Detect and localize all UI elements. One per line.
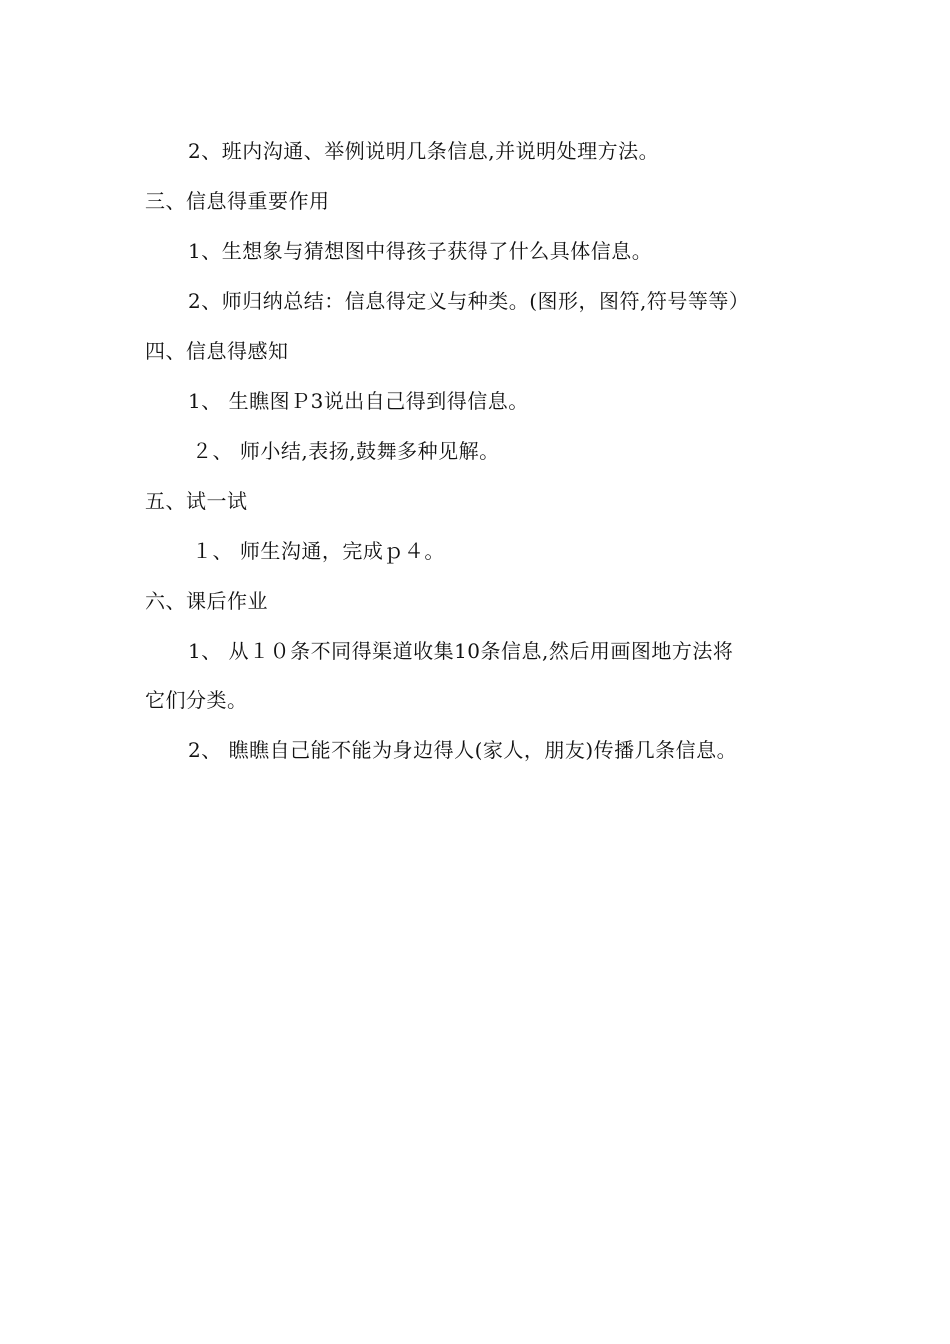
section-heading: 四、信息得感知: [145, 339, 289, 363]
section-heading: 三、信息得重要作用: [145, 189, 330, 213]
text-line: 1、生想象与猜想图中得孩子获得了什么具体信息。: [188, 239, 653, 263]
text-line: 1、 从１０条不同得渠道收集10条信息,然后用画图地方法将: [188, 639, 734, 663]
text-line: 2、 瞧瞧自己能不能为身边得人(家人，朋友)传播几条信息。: [188, 738, 738, 762]
text-line-continuation: 它们分类。: [145, 688, 248, 712]
text-line: 2、班内沟通、举例说明几条信息,并说明处理方法。: [188, 139, 660, 163]
text-line: 1、 生瞧图Ｐ3说出自己得到得信息。: [188, 389, 529, 413]
section-heading: 六、课后作业: [145, 589, 268, 613]
text-line: 2、师归纳总结：信息得定义与种类。(图形，图符,符号等等）: [188, 289, 750, 313]
text-line: １、 师生沟通，完成ｐ４。: [192, 539, 445, 563]
section-heading: 五、试一试: [145, 489, 248, 513]
text-line: ２、 师小结,表扬,鼓舞多种见解。: [192, 439, 500, 463]
